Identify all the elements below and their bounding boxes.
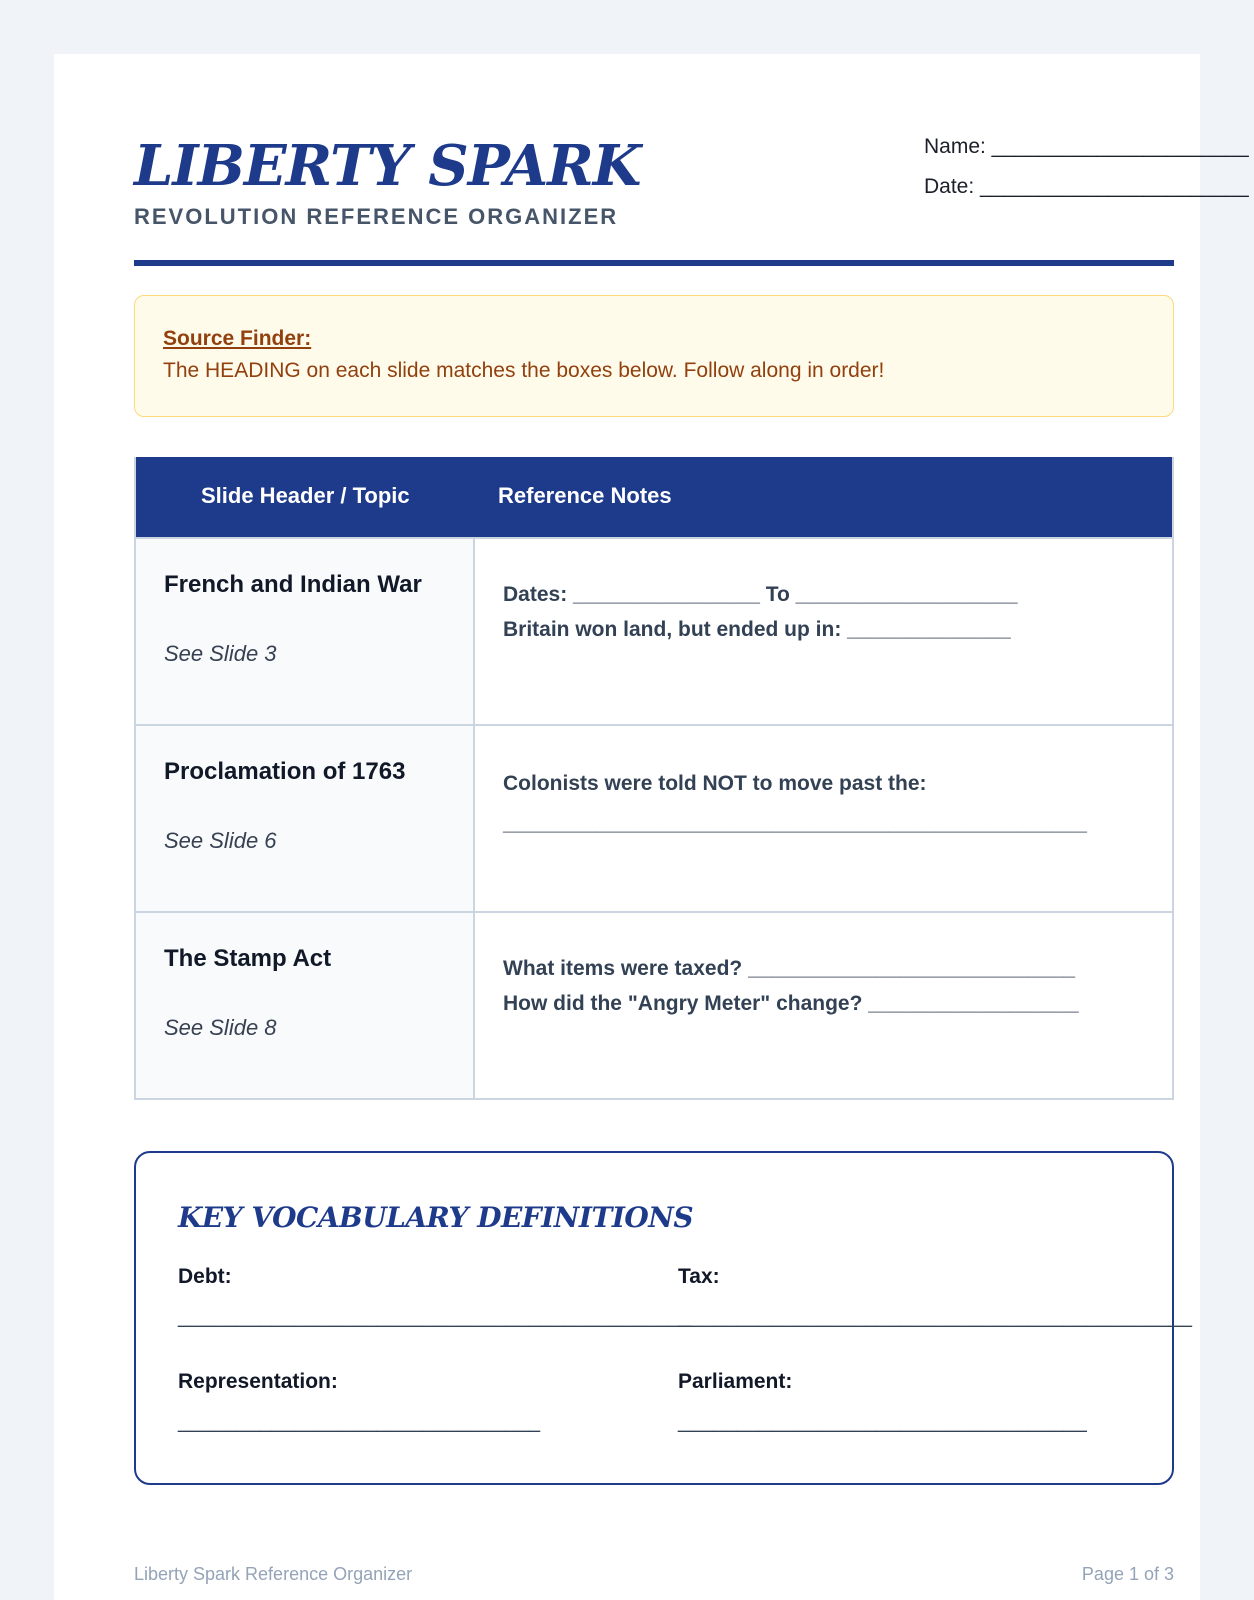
student-info [924, 132, 1254, 212]
callout-text: The HEADING on each slide matches the boxes below. Follow along in order! [163, 359, 885, 382]
topic-cell [136, 539, 475, 724]
slide-reference: See Slide 8 [164, 1015, 277, 1040]
vocabulary-title: KEY VOCABULARY DEFINITIONS [178, 1201, 694, 1234]
page-number: Page 1 of 3 [1081, 1564, 1174, 1584]
vocab-term-debt: Debt: [178, 1265, 232, 1288]
slide-reference: See Slide 3 [164, 641, 277, 666]
callout-title: Source Finder: [163, 327, 312, 350]
topic-cell [136, 913, 475, 1098]
table-row [136, 537, 1172, 724]
vocab-term-parliament: Parliament: [678, 1370, 793, 1393]
topic-cell [136, 726, 475, 911]
column-header-notes: Reference Notes [498, 483, 672, 508]
column-header-topic: Slide Header / Topic [201, 483, 410, 508]
vocab-answer-parliament[interactable]: ___________________________________ [678, 1410, 1087, 1433]
note-line: __________________________________________________ [503, 812, 1087, 835]
vocabulary-box [134, 1151, 1192, 1485]
table-row [136, 724, 1172, 911]
table-header [136, 457, 1172, 537]
vocab-term-tax: Tax: [678, 1265, 720, 1288]
topic-title: Proclamation of 1763 [164, 758, 406, 785]
note-line: Colonists were told NOT to move past the: [503, 772, 927, 795]
notes-cell[interactable] [475, 726, 1172, 911]
notes-cell[interactable] [475, 913, 1172, 1098]
topic-title: The Stamp Act [164, 945, 332, 972]
name-field[interactable]: Name: ______________________ [924, 135, 1249, 158]
slide-reference: See Slide 6 [164, 828, 277, 853]
topic-title: French and Indian War [164, 571, 422, 598]
notes-cell[interactable] [475, 539, 1172, 724]
worksheet-header [134, 80, 1249, 229]
table-row [136, 911, 1172, 1098]
vocab-term-representation: Representation: [178, 1370, 338, 1393]
source-finder-callout [134, 295, 1174, 417]
footer-title: Liberty Spark Reference Organizer [134, 1564, 413, 1584]
note-line: How did the "Angry Meter" change? __________________ [503, 992, 1079, 1015]
note-line: What items were taxed? ____________________________ [503, 957, 1076, 980]
note-line: Britain won land, but ended up in: ______________ [503, 618, 1011, 641]
worksheet-subtitle: REVOLUTION REFERENCE ORGANIZER [134, 204, 619, 229]
header-divider [134, 260, 1174, 266]
reference-table [134, 457, 1174, 1100]
vocab-answer-debt[interactable]: ____________________________________________ [178, 1305, 692, 1328]
note-line: Dates: ________________ To ___________________ [503, 583, 1018, 606]
worksheet-page [54, 54, 1249, 1600]
worksheet-title: LIBERTY SPARK [134, 133, 641, 199]
date-field[interactable]: Date: _______________________ [924, 175, 1249, 198]
vocab-answer-representation[interactable]: _______________________________ [178, 1410, 541, 1433]
vocab-answer-tax[interactable]: ____________________________________________ [678, 1305, 1192, 1328]
